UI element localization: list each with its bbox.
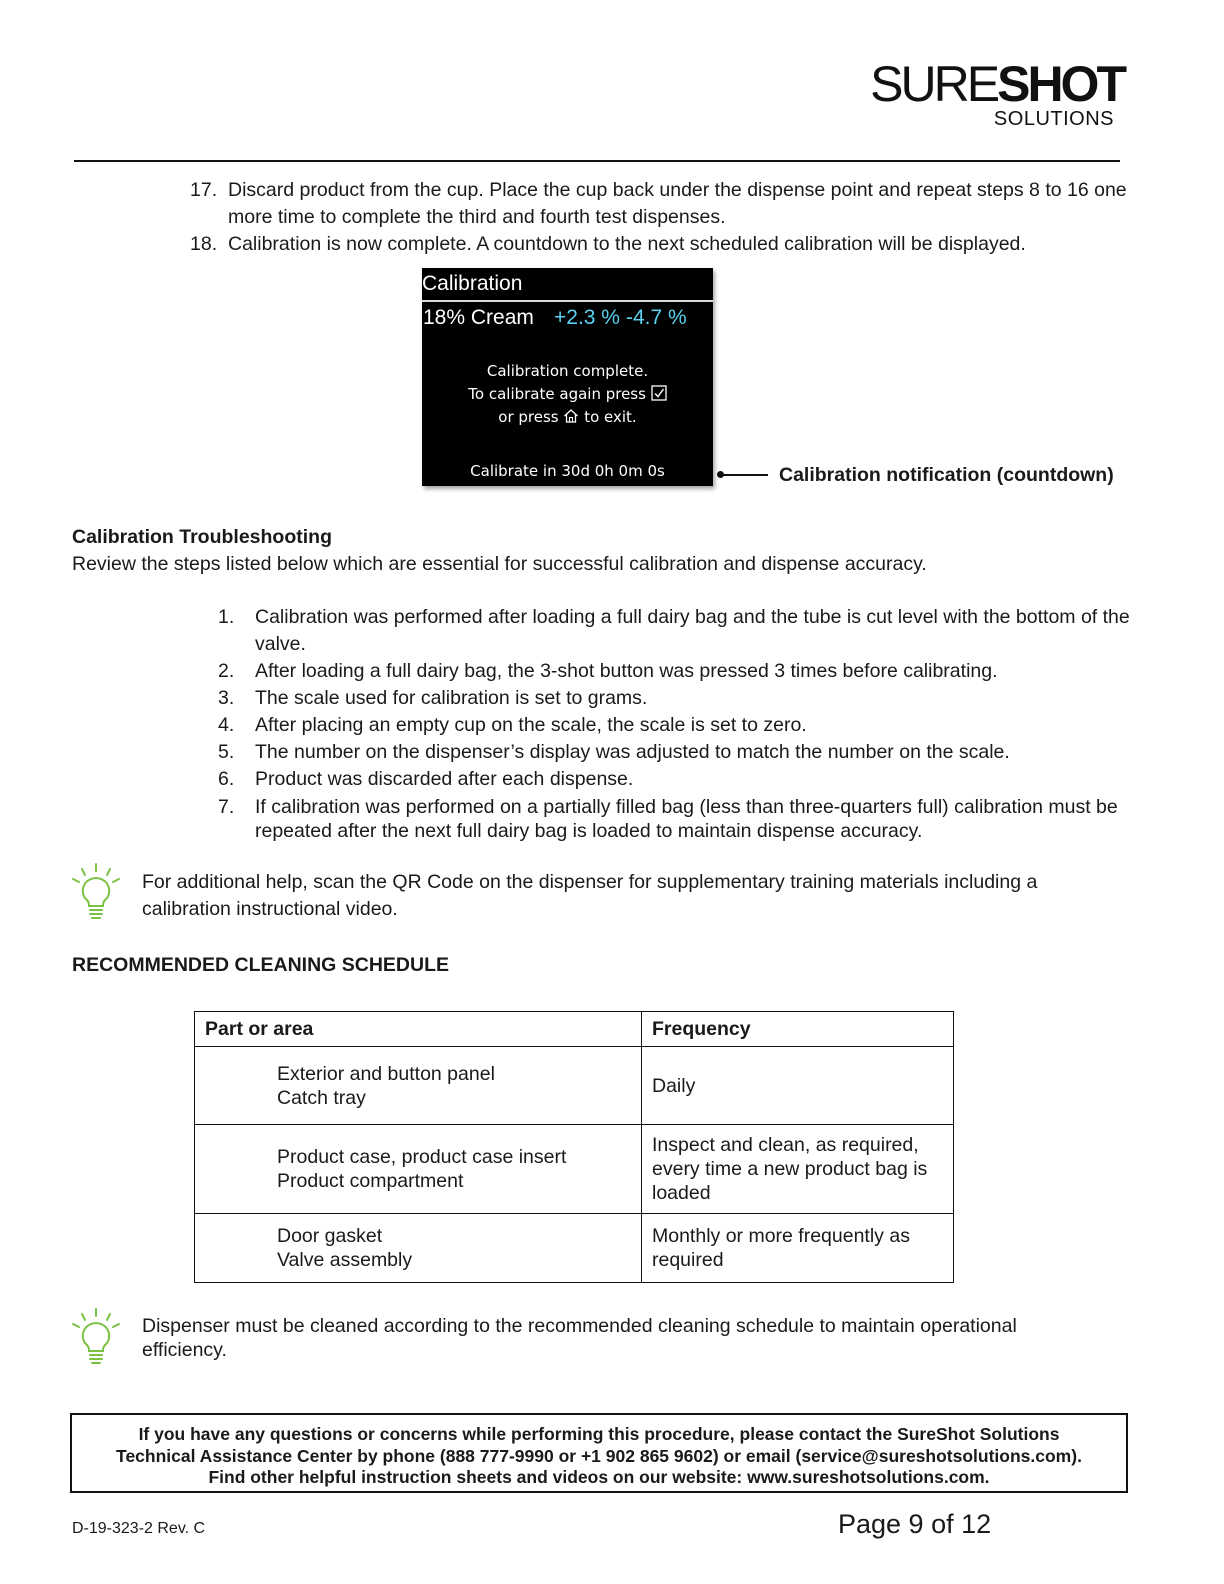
list-item [218,685,1138,712]
part-line: Valve assembly [277,1249,413,1271]
table-row [195,1047,954,1125]
list-number: 4. [218,714,235,736]
list-text: Calibration was performed after loading a full dairy bag and the tube is cut level with the bottom of the valve. [255,606,1130,655]
contact-line: If you have any questions or concerns while performing this procedure, please contact the SureShot Solutions [138,1424,1060,1444]
screen-message [422,360,713,429]
tip-text: Dispenser must be cleaned according to the recommended cleaning schedule to maintain operational efficiency. [142,1315,1017,1361]
logo-part1: SURE [870,56,998,112]
document-id: D-19-323-2 Rev. C [72,1520,206,1537]
table-header-row [195,1012,954,1047]
procedure-steps [190,177,1150,258]
list-text: After loading a full dairy bag, the 3-shot button was pressed 3 times before calibrating. [255,660,998,682]
list-number: 3. [218,687,235,709]
lightbulb-icon [70,862,122,924]
part-line: Catch tray [277,1086,366,1109]
list-item [218,766,1138,793]
part-line: Product compartment [277,1170,464,1192]
frequency-cell [642,1125,954,1214]
troubleshooting-intro: Review the steps listed below which are essential for successful calibration and dispense accuracy. [72,553,927,575]
screen-message-line2 [422,383,713,406]
callout-label: Calibration notification (countdown) [779,464,1114,486]
screen-product: 18% Cream [423,306,534,329]
frequency-cell [642,1214,954,1283]
callout-line [720,474,768,476]
frequency-text: Monthly or more frequently as required [652,1225,910,1271]
frequency-cell [642,1047,954,1125]
step-item [190,177,1150,231]
home-icon [563,408,579,424]
list-item [218,658,1138,685]
screen-message-line2-text: To calibrate again press [468,385,646,403]
screen-message-line3 [422,406,713,429]
list-text: The scale used for calibration is set to grams. [255,687,648,709]
logo-part2: SHOT [997,56,1124,112]
list-text: After placing an empty cup on the scale, the scale is set to zero. [255,714,807,736]
part-cell [195,1125,642,1214]
contact-line: Find other helpful instruction sheets and videos on our website: www.sureshotsolutions.com. [208,1467,990,1487]
troubleshooting-list [218,604,1138,843]
screen-message-line3-end: to exit. [584,408,637,426]
checkbox-icon [651,385,667,401]
list-item [218,712,1138,739]
list-number: 7. [218,796,235,818]
list-text: If calibration was performed on a partially filled bag (less than three-quarters full) calibration must be repeated after the next full dairy bag is loaded to maintain dispense accuracy. [255,796,1118,842]
lightbulb-icon [70,1307,122,1369]
part-line: Product case, product case insert [277,1146,567,1168]
list-number: 5. [218,741,235,763]
list-item [218,795,1138,843]
step-number: 18. [190,233,218,255]
list-text: Product was discarded after each dispense. [255,768,634,790]
list-number: 2. [218,660,235,682]
step-text: Calibration is now complete. A countdown to the next scheduled calibration will be displayed. [228,233,1026,255]
screen-title: Calibration [422,268,713,302]
screen-negative-deviation: -4.7 % [626,306,687,329]
list-number: 6. [218,768,235,790]
frequency-text: Inspect and clean, as required, every time a new product bag is loaded [652,1134,928,1204]
part-line: Exterior and button panel [277,1062,495,1085]
step-text: Discard product from the cup. Place the cup back under the dispense point and repeat steps 8 to 16 one more time to complete the third and fourth test dispenses. [228,179,1127,228]
screen-message-line3-text: or press [498,408,559,426]
list-text: The number on the dispenser’s display was adjusted to match the number on the scale. [255,741,1010,763]
logo-wordmark [870,56,1124,112]
part-cell [195,1214,642,1283]
page-number: Page 9 of 12 [838,1509,992,1539]
step-number: 17. [190,179,218,201]
step-item [190,231,1150,258]
cleaning-title: RECOMMENDED CLEANING SCHEDULE [72,954,450,976]
frequency-text: Daily [652,1074,696,1097]
header-divider [74,160,1120,162]
list-number: 1. [218,606,235,628]
list-item [218,604,1138,658]
screen-countdown: Calibrate in 30d 0h 0m 0s [470,462,665,480]
company-logo [870,56,1124,131]
table-row [195,1214,954,1283]
logo-subtitle: SOLUTIONS [993,108,1114,130]
troubleshooting-title: Calibration Troubleshooting [72,526,332,548]
list-item [218,739,1138,766]
cleaning-schedule-table [194,1011,954,1283]
column-header-part: Part or area [195,1012,642,1047]
part-line: Door gasket [277,1225,383,1247]
table-row [195,1125,954,1214]
screen-message-line1: Calibration complete. [486,362,649,380]
part-cell [195,1047,642,1125]
contact-box [70,1413,1128,1493]
device-screen [422,268,713,486]
screen-positive-deviation: +2.3 % [554,306,620,329]
tip-text: For additional help, scan the QR Code on the dispenser for supplementary training materials including a calibration instructional video. [142,871,1038,920]
contact-line: Technical Assistance Center by phone (888 777-9990 or +1 902 865 9602) or email (service@sureshotsolutions.com). [116,1445,1082,1466]
column-header-frequency: Frequency [642,1012,954,1047]
